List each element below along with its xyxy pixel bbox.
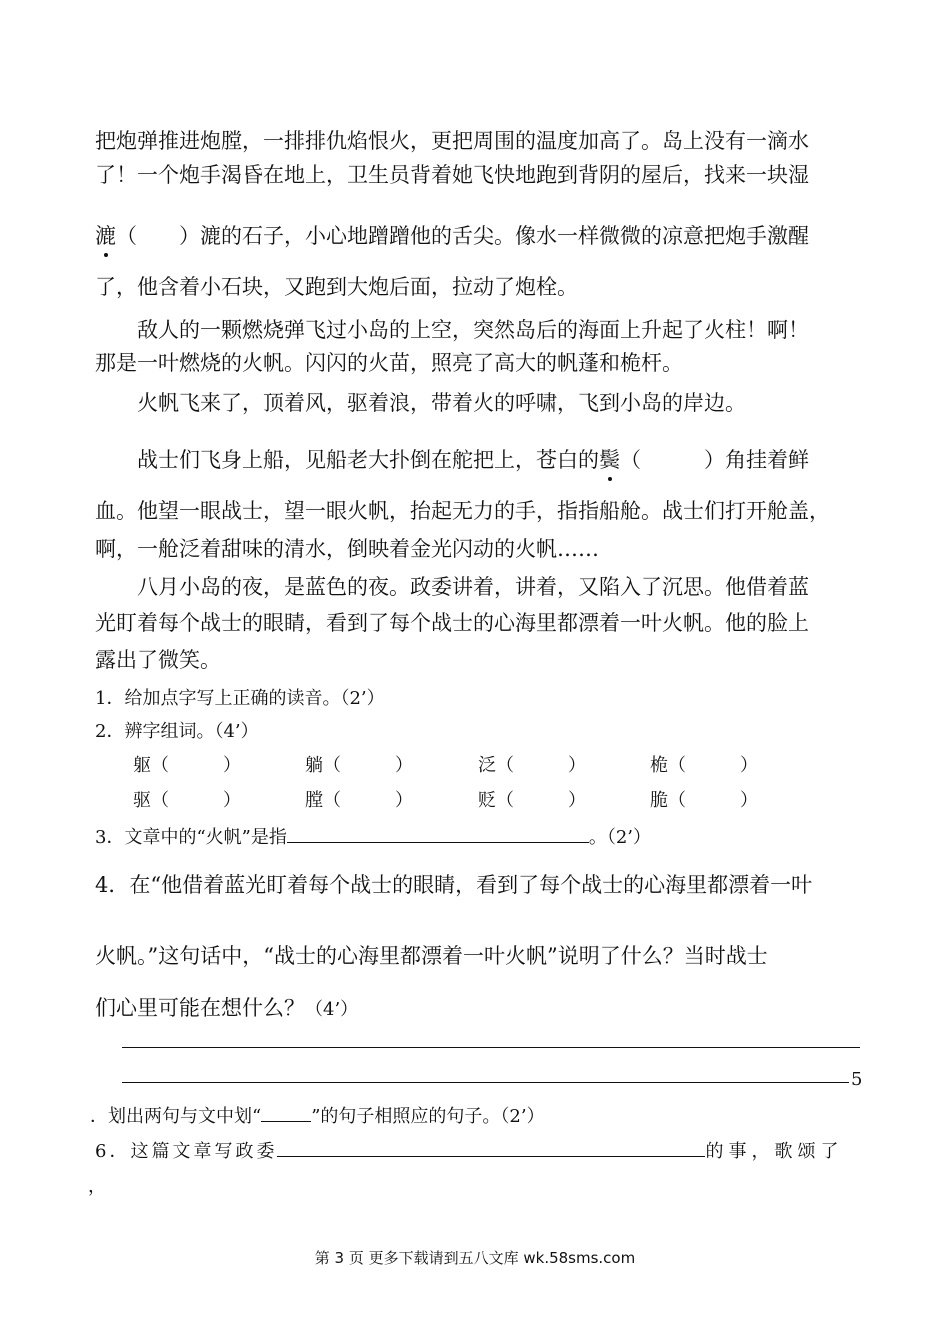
word-pair-8[interactable]: 脆（ ） [650, 790, 758, 811]
question-4-line-3 [95, 994, 358, 1024]
question-2: 2．辨字组词。（4’） [95, 721, 259, 742]
passage-para-5-line-1: 八月小岛的夜，是蓝色的夜。政委讲着，讲着，又陷入了沉思。他借着蓝 [137, 575, 809, 599]
word-pair-4[interactable]: 桅（ ） [650, 755, 758, 776]
passage-para-4-text: 战士们飞身上船，见船老大扑倒在舵把上，苍白的 [137, 448, 599, 472]
word-pair-6[interactable]: 膛（ ） [305, 790, 413, 811]
question-4-score: （4’） [305, 999, 359, 1020]
question-5-number: 5 [851, 1069, 863, 1090]
page-footer: 第 3 页 更多下载请到五八文库 wk.58sms.com [314, 1249, 636, 1267]
question-5 [90, 1101, 545, 1131]
question-4-text: 们心里可能在想什么？ [95, 996, 305, 1020]
passage-line-4: 了，他含着小石块，又跑到大炮后面，拉动了炮栓。 [95, 275, 578, 299]
passage-para-3: 火帆飞来了，顶着风，驱着浪，带着火的呼啸，飞到小岛的岸边。 [137, 391, 746, 415]
word-pair-3[interactable]: 泛（ ） [478, 755, 586, 776]
question-1: 1．给加点字写上正确的读音。（2’） [95, 688, 385, 709]
passage-para-5-line-3: 露出了微笑。 [95, 648, 221, 672]
pinyin-blank[interactable]: （ ） [620, 448, 725, 472]
word-pair-7[interactable]: 贬（ ） [478, 790, 586, 811]
question-4-line-1: 4．在“他借着蓝光盯着每个战士的眼睛，看到了每个战士的心海里都漂着一叶 [95, 873, 813, 897]
passage-para-4-line-3: 啊，一舱泛着甜味的清水，倒映着金光闪动的火帆…… [95, 537, 599, 561]
passage-line-1: 把炮弹推进炮膛，一排排仇焰恨火，更把周围的温度加高了。岛上没有一滴水 [95, 129, 809, 153]
question-3 [95, 822, 651, 852]
passage-para-4-line-2: 血。他望一眼战士，望一眼火帆，抬起无力的手，指指船舱。战士们打开舱盖， [95, 499, 830, 523]
question-6-text: 6．这篇文章写政委 [95, 1141, 278, 1162]
word-pair-5[interactable]: 驱（ ） [133, 790, 241, 811]
dotted-char: 鬓 [599, 448, 620, 472]
question-5-text-end: ”的句子相照应的句子。（2’） [311, 1106, 545, 1127]
pinyin-blank[interactable]: （ ） [116, 224, 200, 248]
question-3-text: 3．文章中的“火帆”是指 [95, 827, 287, 848]
passage-para-5-line-2: 光盯着每个战士的眼睛，看到了每个战士的心海里都漂着一叶火帆。他的脸上 [95, 611, 809, 635]
word-pair-2[interactable]: 躺（ ） [305, 755, 413, 776]
passage-line-3 [95, 222, 809, 250]
question-4-line-2: 火帆。”这句话中，“战士的心海里都漂着一叶火帆”说明了什么？当时战士 [95, 944, 768, 968]
answer-blank[interactable] [277, 1136, 705, 1157]
passage-line-2: 了！一个炮手渴昏在地上，卫生员背着她飞快地跑到背阴的屋后，找来一块湿 [95, 163, 809, 187]
passage-line-3-text: 漉的石子，小心地蹭蹭他的舌尖。像水一样微微的凉意把炮手激醒 [200, 224, 809, 248]
passage-para-4-text-end: 角挂着鲜 [725, 448, 809, 472]
underline-sample [261, 1101, 311, 1122]
answer-line[interactable] [122, 1047, 860, 1048]
question-6 [95, 1136, 843, 1166]
word-pair-1[interactable]: 躯（ ） [133, 755, 241, 776]
question-6-text-end: 的事，歌颂了 [705, 1141, 844, 1162]
answer-line[interactable] [122, 1082, 849, 1083]
dotted-char: 漉 [95, 224, 116, 248]
passage-para-2-line-2: 那是一叶燃烧的火帆。闪闪的火苗，照亮了高大的帆蓬和桅杆。 [95, 351, 683, 375]
question-5-text: ．划出两句与文中划“ [90, 1106, 262, 1127]
question-6-continuation: ， [88, 1176, 106, 1197]
question-3-score: 。（2’） [588, 827, 652, 848]
passage-para-4-line-1 [137, 446, 809, 474]
answer-blank[interactable] [287, 822, 589, 843]
passage-para-2-line-1: 敌人的一颗燃烧弹飞过小岛的上空，突然岛后的海面上升起了火柱！啊！ [137, 318, 809, 342]
